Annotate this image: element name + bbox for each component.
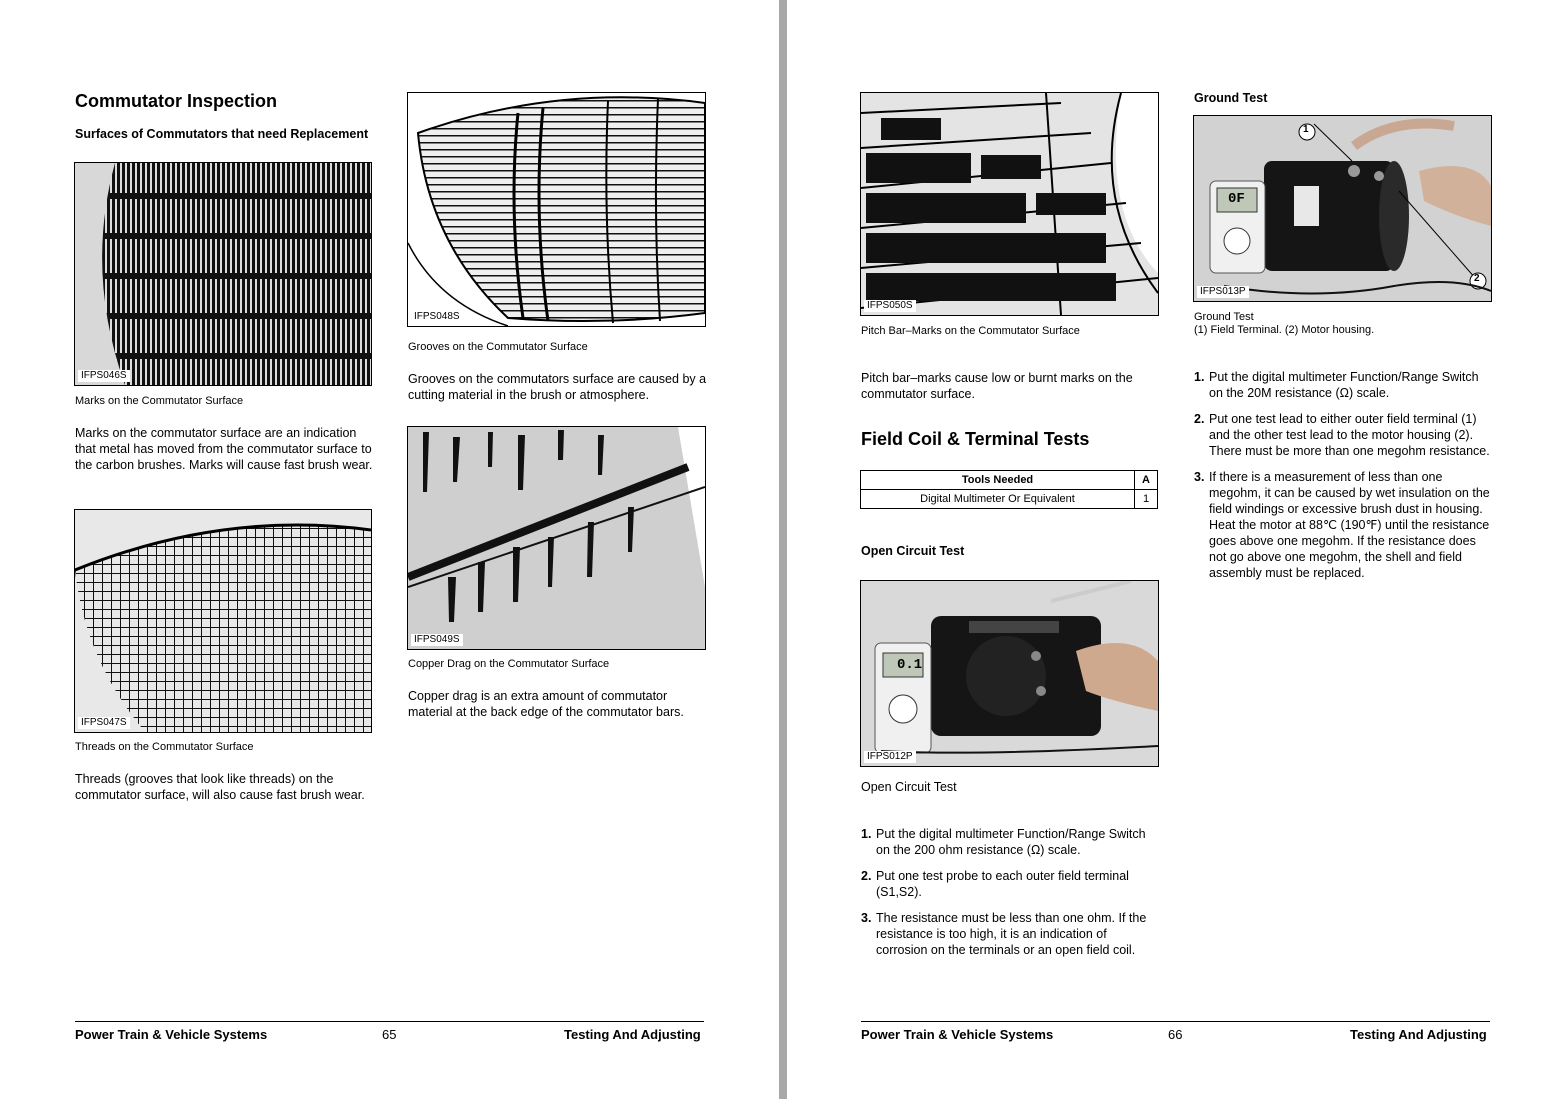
- list-item: [861, 910, 1151, 958]
- commutator-pitch-bar-illustration: [861, 93, 1158, 315]
- paragraph-copper-drag: Copper drag is an extra amount of commutator material at the back edge of the commutator bars.: [408, 689, 684, 719]
- table-row: [861, 490, 1158, 509]
- page-number: 65: [382, 1027, 397, 1042]
- figure-legend: (1) Field Terminal. (2) Motor housing.: [1194, 324, 1375, 336]
- paragraph-marks: Marks on the commutator surface are an indication that metal has moved from the commutator surface to the carbon brushes. Marks will cause fast brush wear.: [75, 426, 373, 472]
- ground-test-steps: [1194, 369, 1494, 591]
- tools-table: [860, 470, 1158, 509]
- step-text: Put the digital multimeter Function/Range Switch on the 200 ohm resistance (Ω) scale.: [876, 827, 1146, 857]
- step-number: 1.: [1194, 370, 1205, 384]
- step-number: 2.: [861, 869, 872, 883]
- open-circuit-heading: Open Circuit Test: [861, 544, 965, 558]
- table-header: Tools Needed: [861, 471, 1135, 490]
- paragraph-pitch-bar: Pitch bar–marks cause low or burnt marks on the commutator surface.: [861, 371, 1133, 401]
- figure-caption: Open Circuit Test: [861, 780, 957, 794]
- figure-caption: Copper Drag on the Commutator Surface: [408, 658, 610, 670]
- figure-id-label: IFPS050S: [864, 300, 916, 312]
- step-text: The resistance must be less than one ohm. If the resistance is too high, it is an indication of corrosion on the terminals or an open field coil.: [876, 911, 1147, 957]
- figure-caption: Pitch Bar–Marks on the Commutator Surface: [861, 325, 1080, 337]
- table-cell: 1: [1135, 490, 1158, 509]
- table-header-row: [861, 471, 1158, 490]
- footer-section: Power Train & Vehicle Systems: [861, 1027, 1054, 1042]
- figure-pitch-bar: [860, 92, 1159, 316]
- figure-caption: Marks on the Commutator Surface: [75, 395, 244, 407]
- meter-reading: 0F: [1228, 191, 1245, 207]
- step-text: Put one test lead to either outer field terminal (1) and the other test lead to the motor housing (2). There must be more than one megohm resistance.: [1209, 412, 1490, 458]
- callout-2: 2: [1474, 273, 1480, 284]
- step-number: 3.: [861, 911, 872, 925]
- footer-section: Power Train & Vehicle Systems: [75, 1027, 268, 1042]
- ground-test-heading: Ground Test: [1194, 91, 1268, 105]
- list-item: [1194, 469, 1494, 581]
- list-item: [861, 826, 1151, 858]
- step-text: If there is a measurement of less than one megohm, it can be caused by wet insulation on the field windings or excessive brush dust in housing. Heat the motor at 88℃ (190℉) until the resistance goes above one megohm. If the resistance does not go above one megohm, the shell and field assembly must be replaced.: [1209, 470, 1490, 580]
- table-header: A: [1135, 471, 1158, 490]
- open-circuit-photo: [861, 581, 1158, 766]
- figure-copper-drag: [407, 426, 706, 650]
- figure-caption: Grooves on the Commutator Surface: [408, 341, 588, 353]
- page-number: 66: [1168, 1027, 1183, 1042]
- commutator-grooves-illustration: [408, 93, 705, 326]
- figure-grooves: [407, 92, 706, 327]
- figure-id-label: IFPS047S: [78, 717, 130, 729]
- figure-caption: Threads on the Commutator Surface: [75, 741, 254, 753]
- footer-rule: [75, 1021, 704, 1022]
- open-circuit-steps: [861, 826, 1151, 968]
- meter-reading: 0.1: [897, 657, 923, 673]
- page-title: Commutator Inspection: [75, 91, 278, 111]
- figure-id-label: IFPS046S: [78, 370, 130, 382]
- figure-marks: [74, 162, 372, 386]
- paragraph-threads: Threads (grooves that look like threads) on the commutator surface, will also cause fast brush wear.: [75, 772, 365, 802]
- footer-chapter: Testing And Adjusting: [564, 1027, 701, 1042]
- page-gutter: [779, 0, 787, 1099]
- step-text: Put the digital multimeter Function/Range Switch on the 20M resistance (Ω) scale.: [1209, 370, 1479, 400]
- step-number: 1.: [861, 827, 872, 841]
- figure-id-label: IFPS049S: [411, 634, 463, 646]
- step-text: Put one test probe to each outer field terminal (S1,S2).: [876, 869, 1129, 899]
- paragraph-grooves: Grooves on the commutators surface are caused by a cutting material in the brush or atmosphere.: [408, 372, 707, 402]
- commutator-marks-illustration: [75, 163, 371, 385]
- section-title: Field Coil & Terminal Tests: [861, 429, 1090, 449]
- figure-ground-test: [1193, 115, 1492, 302]
- list-item: [1194, 411, 1494, 459]
- ground-test-photo: [1194, 116, 1491, 301]
- callout-1: 1: [1303, 124, 1309, 135]
- page-subtitle: Surfaces of Commutators that need Replacement: [75, 127, 369, 141]
- list-item: [861, 868, 1151, 900]
- commutator-threads-illustration: [75, 510, 371, 732]
- figure-caption: Ground Test: [1194, 311, 1254, 323]
- commutator-copper-drag-illustration: [408, 427, 705, 649]
- footer-chapter: Testing And Adjusting: [1350, 1027, 1487, 1042]
- figure-open-circuit: [860, 580, 1159, 767]
- list-item: [1194, 369, 1494, 401]
- step-number: 3.: [1194, 470, 1205, 484]
- figure-threads: [74, 509, 372, 733]
- figure-id-label: IFPS013P: [1197, 286, 1249, 298]
- figure-id-label: IFPS048S: [411, 311, 463, 323]
- footer-rule: [861, 1021, 1490, 1022]
- step-number: 2.: [1194, 412, 1205, 426]
- figure-id-label: IFPS012P: [864, 751, 916, 763]
- table-cell: Digital Multimeter Or Equivalent: [861, 490, 1135, 509]
